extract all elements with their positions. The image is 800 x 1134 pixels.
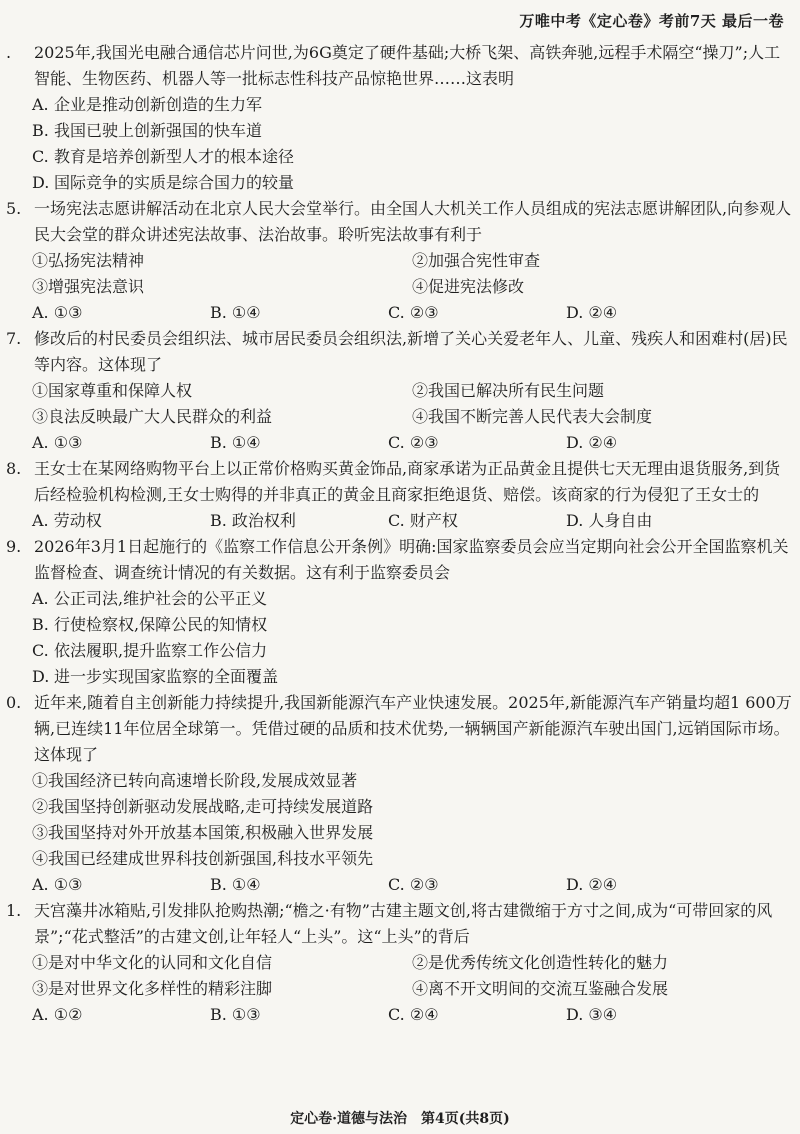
- option-a: A. 企业是推动创新创造的生力军: [32, 95, 263, 114]
- choice-b: B. ①④: [210, 875, 261, 894]
- option-d: D. 国际竞争的实质是综合国力的较量: [32, 173, 295, 192]
- question-stem: 王女士在某网络购物平台上以正常价格购买黄金饰品,商家承诺为正品黄金且提供七天无理由退货服务,到货后经检验机构检测,王女士购得的并非真正的黄金且商家拒绝退货、赔偿。该商家的行为侵犯了王女士的: [34, 459, 781, 504]
- choice-b: B. ①④: [210, 433, 261, 452]
- page-header: 万唯中考《定心卷》考前7天 最后一卷: [519, 12, 784, 30]
- question-stem: 2025年,我国光电融合通信芯片问世,为6G奠定了硬件基础;大桥飞架、高铁奔驰,远程手术隔空“操刀”;人工智能、生物医药、机器人等一批标志性科技产品惊艳世界……这表明: [34, 43, 781, 88]
- question-number: 9.: [6, 537, 22, 556]
- question-stem: 天宫藻井冰箱贴,引发排队抢购热潮;“檐之·有物”古建主题文创,将古建微缩于方寸之间,成为“可带回家的风景”;“花式整活”的古建文创,让年轻人“上头”。这“上头”的背后: [34, 901, 773, 946]
- option-d: D. 进一步实现国家监察的全面覆盖: [32, 667, 279, 686]
- question-6: [0, 196, 792, 326]
- statement-4: ④促进宪法修改: [412, 277, 525, 296]
- statement-1: ①是对中华文化的认同和文化自信: [32, 953, 273, 972]
- question-stem: 修改后的村民委员会组织法、城市居民委员会组织法,新增了关心关爱老年人、儿童、残疾人和困难村(居)民等内容。这体现了: [34, 329, 788, 374]
- statement-1: ①弘扬宪法精神: [32, 251, 145, 270]
- question-4: [0, 40, 792, 196]
- statement-4: ④离不开文明间的交流互鉴融合发展: [412, 979, 669, 998]
- statement-3: ③是对世界文化多样性的精彩注脚: [32, 979, 273, 998]
- question-number: 5.: [6, 199, 22, 218]
- choice-c: C. ②③: [388, 875, 439, 894]
- choice-a: A. ①②: [32, 1005, 83, 1024]
- choice-c: C. ②④: [388, 1005, 439, 1024]
- statement-2: ②是优秀传统文化创造性转化的魅力: [412, 953, 669, 972]
- choice-d: D. ②④: [566, 433, 618, 452]
- question-10: [0, 690, 792, 898]
- choice-a: A. ①③: [32, 875, 83, 894]
- question-stem: 一场宪法志愿讲解活动在北京人民大会堂举行。由全国人大机关工作人员组成的宪法志愿讲解团队,向参观人民大会堂的群众讲述宪法故事、法治故事。聆听宪法故事有利于: [34, 199, 792, 244]
- question-number: .: [6, 43, 12, 62]
- option-b: B. 行使检察权,保障公民的知情权: [32, 615, 268, 634]
- choice-b: B. 政治权利: [210, 511, 296, 530]
- question-8: [0, 456, 792, 534]
- question-stem: 近年来,随着自主创新能力持续提升,我国新能源汽车产业快速发展。2025年,新能源汽车产销量均超1 600万辆,已连续11年位居全球第一。凭借过硬的品质和技术优势,一辆辆国产新能源汽车驶出国门,远销国际市场。这体现了: [34, 693, 792, 764]
- statement-4: ④我国不断完善人民代表大会制度: [412, 407, 653, 426]
- statement-2: ②我国坚持创新驱动发展战略,走可持续发展道路: [32, 797, 374, 816]
- question-number: 1.: [6, 901, 22, 920]
- choice-c: C. ②③: [388, 303, 439, 322]
- statement-2: ②加强合宪性审查: [412, 251, 541, 270]
- question-number: 8.: [6, 459, 22, 478]
- statement-2: ②我国已解决所有民生问题: [412, 381, 605, 400]
- choice-b: B. ①④: [210, 303, 261, 322]
- choice-d: D. 人身自由: [566, 511, 653, 530]
- statement-3: ③增强宪法意识: [32, 277, 145, 296]
- statement-3: ③我国坚持对外开放基本国策,积极融入世界发展: [32, 823, 374, 842]
- option-c: C. 教育是培养创新型人才的根本途径: [32, 147, 295, 166]
- choice-d: D. ②④: [566, 303, 618, 322]
- question-stem: 2026年3月1日起施行的《监察工作信息公开条例》明确:国家监察委员会应当定期向社会公开全国监察机关监督检查、调查统计情况的有关数据。这有利于监察委员会: [34, 537, 789, 582]
- question-7: [0, 326, 792, 456]
- question-11: [0, 898, 792, 1028]
- question-number: 7.: [6, 329, 22, 348]
- question-list: [0, 40, 792, 1028]
- question-number: 0.: [6, 693, 22, 712]
- option-b: B. 我国已驶上创新强国的快车道: [32, 121, 263, 140]
- statement-1: ①国家尊重和保障人权: [32, 381, 193, 400]
- choice-a: A. ①③: [32, 303, 83, 322]
- choice-a: A. ①③: [32, 433, 83, 452]
- option-c: C. 依法履职,提升监察工作公信力: [32, 641, 268, 660]
- choice-c: C. 财产权: [388, 511, 458, 530]
- page-footer: 定心卷·道德与法治 第4页(共8页): [290, 1111, 510, 1127]
- choice-d: D. ②④: [566, 875, 618, 894]
- statement-4: ④我国已经建成世界科技创新强国,科技水平领先: [32, 849, 374, 868]
- choice-b: B. ①③: [210, 1005, 261, 1024]
- choice-c: C. ②③: [388, 433, 439, 452]
- option-a: A. 公正司法,维护社会的公平正义: [32, 589, 268, 608]
- statement-3: ③良法反映最广大人民群众的利益: [32, 407, 273, 426]
- statement-1: ①我国经济已转向高速增长阶段,发展成效显著: [32, 771, 358, 790]
- question-9: [0, 534, 792, 690]
- choice-a: A. 劳动权: [32, 511, 102, 530]
- choice-d: D. ③④: [566, 1005, 618, 1024]
